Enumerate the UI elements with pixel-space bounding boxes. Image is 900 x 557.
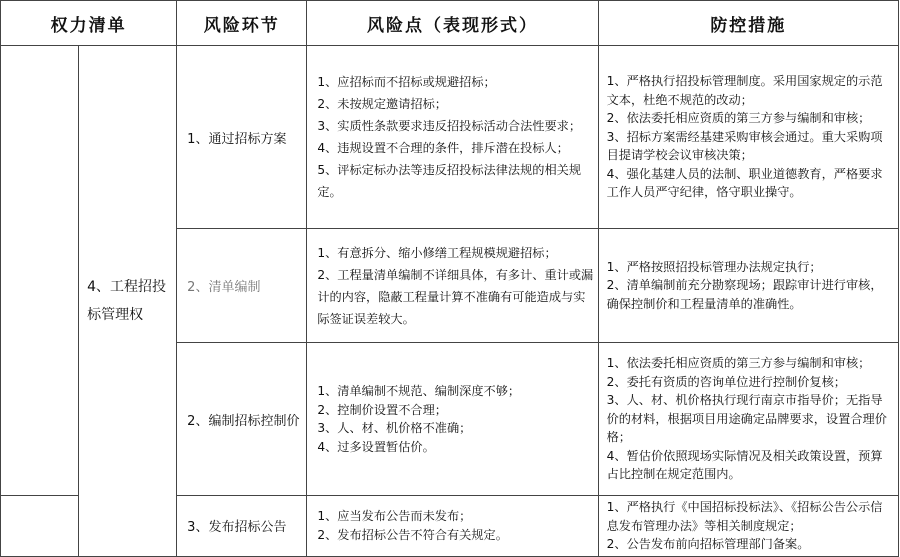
- header-risk-link: 风险环节: [177, 1, 307, 46]
- control-item: 4、强化基建人员的法制、职业道德教育，严格要求工作人员严守纪律，恪守职业操守。: [606, 166, 883, 200]
- risk-link-cell: 3、发布招标公告: [177, 496, 307, 557]
- risk-item: 4、违规设置不合理的条件，排斥潜在投标人；: [317, 141, 569, 155]
- control-cell: [598, 496, 898, 557]
- control-item: 3、招标方案需经基建采购审核会通过。重大采购项目提请学校会议审核决策；: [606, 129, 883, 163]
- risk-item: 2、控制价设置不合理；: [317, 402, 447, 417]
- header-risk-point: 风险点（表现形式）: [307, 1, 598, 46]
- risk-point-cell: [307, 496, 598, 557]
- table-row: [1, 46, 899, 229]
- control-item: 2、公告发布前向招标管理部门备案。: [606, 537, 810, 551]
- control-item: 4、暂估价依照现场实际情况及相关政策设置，预算占比控制在规定范围内。: [606, 448, 883, 482]
- control-item: 3、人、材、机价格执行现行南京市指导价；无指导价的材料，根据项目用途确定品牌要求，设置合理价格；: [606, 393, 887, 445]
- control-item: 1、依法委托相应资质的第三方参与编制和审核；: [606, 356, 871, 371]
- risk-item: 1、清单编制不规范、编制深度不够；: [317, 384, 521, 398]
- risk-link-cell: 1、通过招标方案: [177, 46, 307, 229]
- header-authority-list: 权力清单: [1, 1, 177, 46]
- control-item: 2、清单编制前充分勘察现场；跟踪审计进行审核，确保控制价和工程量清单的准确性。: [606, 278, 883, 311]
- control-item: 2、委托有资质的咨询单位进行控制价复核；: [606, 374, 846, 389]
- risk-point-cell: [307, 229, 598, 343]
- risk-item: 3、人、材、机价格不准确；: [317, 421, 472, 435]
- control-item: 1、严格执行招投标管理制度。采用国家规定的示范文本，杜绝不规范的改动；: [606, 74, 883, 107]
- header-controls: 防控措施: [598, 1, 898, 46]
- empty-left-cell: [1, 496, 79, 557]
- control-item: 1、严格按照招投标管理办法规定执行；: [606, 259, 822, 274]
- control-cell: [598, 343, 898, 496]
- control-cell: [598, 229, 898, 343]
- control-item: 2、依法委托相应资质的第三方参与编制和审核；: [606, 111, 871, 126]
- risk-item: 5、评标定标办法等违反招投标法律法规的相关规定。: [317, 163, 582, 199]
- risk-link-cell: 2、清单编制: [177, 229, 307, 343]
- risk-point-cell: [307, 343, 598, 496]
- risk-item: 2、工程量清单编制不详细具体，有多计、重计或漏计的内容，隐蔽工程量计算不准确有可能造成与实际签证误差较大。: [317, 267, 594, 326]
- risk-item: 1、应当发布公告而未发布；: [317, 509, 472, 524]
- risk-item: 4、过多设置暂估价。: [317, 439, 435, 454]
- risk-item: 2、未按规定邀请招标；: [317, 97, 447, 111]
- risk-item: 3、实质性条款要求违反招投标活动合法性要求；: [317, 119, 582, 133]
- control-cell: [598, 46, 898, 229]
- risk-point-cell: [307, 46, 598, 229]
- risk-item: 1、应招标而不招标或规避招标；: [317, 75, 496, 89]
- authority-cell: 4、工程招投标管理权: [79, 46, 177, 557]
- risk-item: 1、有意拆分、缩小修缮工程规模规避招标；: [317, 245, 557, 260]
- risk-item: 2、发布招标公告不符合有关规定。: [317, 527, 508, 542]
- empty-left-cell: [1, 46, 79, 496]
- risk-link-cell: 2、编制招标控制价: [177, 343, 307, 496]
- header-row: [1, 1, 899, 46]
- control-item: 1、严格执行《中国招标投标法》、《招标公告公示信息发布管理办法》等相关制度规定；: [606, 500, 883, 533]
